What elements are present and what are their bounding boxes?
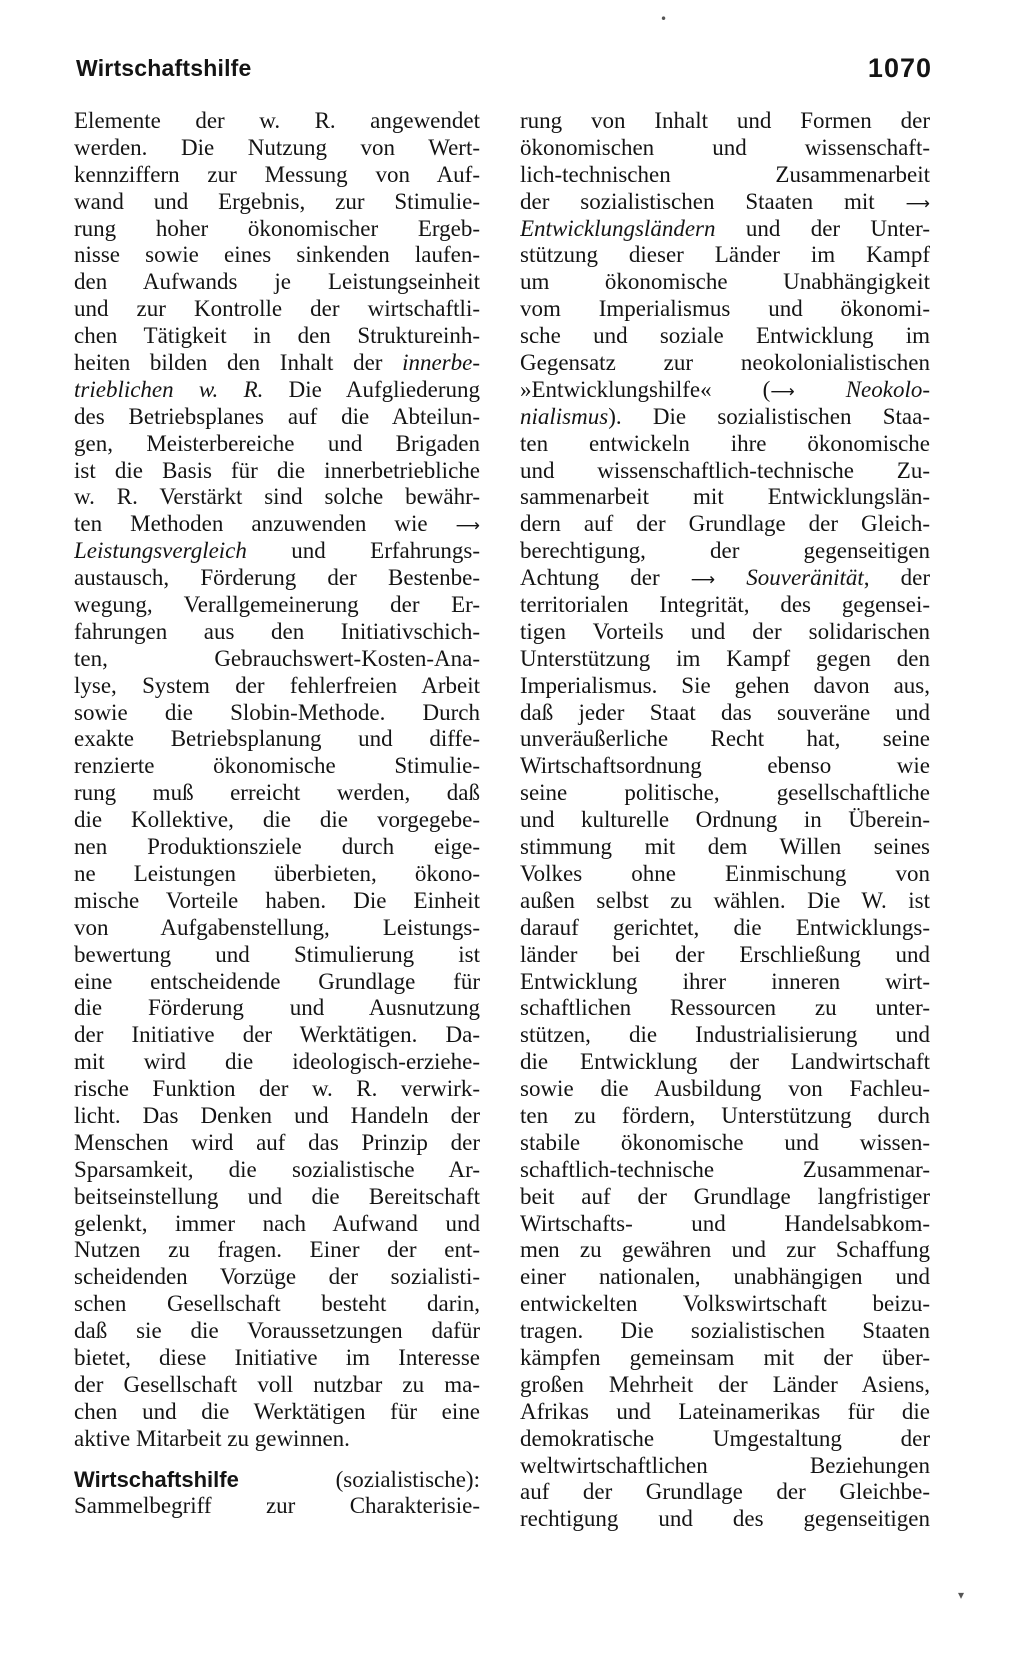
cross-reference-link[interactable]: Souveränität bbox=[746, 565, 864, 591]
text-line: weltwirtschaftlichen Beziehungen bbox=[520, 1452, 930, 1478]
text-line: schen Gesellschaft besteht darin, bbox=[74, 1291, 480, 1317]
text-line: kennziffern zur Messung von Auf- bbox=[74, 161, 480, 187]
text-line: eine entscheidende Grundlage für bbox=[74, 968, 480, 994]
entry-lemma: Wirtschaftshilfe bbox=[74, 1466, 239, 1492]
text-line: Nutzen zu fragen. Einer der ent- bbox=[74, 1237, 480, 1263]
right-column bbox=[520, 108, 930, 1533]
text-line: Gegensatz zur neokolonialistischen bbox=[520, 350, 930, 376]
text-line: des Betriebsplanes auf die Abteilun- bbox=[74, 403, 480, 429]
text-line: mische Vorteile haben. Die Einheit bbox=[74, 887, 480, 913]
text-line: ökonomischen und wissenschaft- bbox=[520, 134, 930, 160]
text-run: »Entwicklungshilfe« ( bbox=[520, 376, 771, 402]
text-line: und zur Kontrolle der wirtschaftli- bbox=[74, 296, 480, 322]
text-line: der Initiative der Werktätigen. Da- bbox=[74, 1022, 480, 1048]
page-header bbox=[76, 48, 932, 88]
text-line: rische Funktion der w. R. verwirk- bbox=[74, 1076, 480, 1102]
text-line: um ökonomische Unabhängigkeit bbox=[520, 269, 930, 295]
entry-headline bbox=[74, 1467, 480, 1494]
entry-qualifier: (sozialistische): bbox=[238, 1466, 480, 1492]
text-line: men zu gewähren und zur Schaffung bbox=[520, 1237, 930, 1263]
text-line: exakte Betriebsplanung und diffe- bbox=[74, 726, 480, 752]
print-mark: • bbox=[660, 12, 668, 26]
page-number: 1070 bbox=[867, 52, 932, 83]
text-line: und wissenschaftlich-technische Zu- bbox=[520, 457, 930, 483]
text-line bbox=[520, 377, 930, 404]
text-run: Achtung der bbox=[520, 565, 660, 591]
text-line: nisse sowie eines sinkenden laufen- bbox=[74, 242, 480, 268]
text-line bbox=[520, 216, 930, 243]
print-mark: ▾ bbox=[958, 1588, 965, 1602]
text-line: chen und die Werktätigen für eine bbox=[74, 1398, 480, 1424]
text-line: die Förderung und Ausnutzung bbox=[74, 995, 480, 1021]
text-line: daß jeder Staat das souveräne und bbox=[520, 699, 930, 725]
text-line bbox=[520, 565, 930, 592]
text-line: darauf gerichtet, die Entwicklungs- bbox=[520, 914, 930, 940]
text-line: wegung, Verallgemeinerung der Er- bbox=[74, 592, 480, 618]
text-line: rung muß erreicht werden, daß bbox=[74, 780, 480, 806]
text-line bbox=[74, 511, 480, 538]
text-line: Sparsamkeit, die sozialistische Ar- bbox=[74, 1156, 480, 1182]
text-line: stützen, die Industrialisierung und bbox=[520, 1022, 930, 1048]
text-line: Unterstützung im Kampf gegen den bbox=[520, 645, 930, 671]
text-line: aktive Mitarbeit zu gewinnen. bbox=[74, 1425, 350, 1451]
text-line: einer nationalen, unabhängigen und bbox=[520, 1264, 930, 1290]
text-line: außen selbst zu wählen. Die W. ist bbox=[520, 887, 930, 913]
text-line: Entwicklung ihrer inneren wirt- bbox=[520, 968, 930, 994]
text-line: sche und soziale Entwicklung im bbox=[520, 323, 930, 349]
running-head: Wirtschaftshilfe bbox=[76, 54, 252, 81]
text-line: tragen. Die sozialistischen Staaten bbox=[520, 1318, 930, 1344]
text-line: tigen Vorteils und der solidarischen bbox=[520, 618, 930, 644]
text-line: entwickelten Volkswirtschaft beizu- bbox=[520, 1291, 930, 1317]
text-line: lyse, System der fehlerfreien Arbeit bbox=[74, 672, 480, 698]
text-line: chen Tätigkeit in den Struktureinh- bbox=[74, 323, 480, 349]
text-line: länder bei der Erschließung und bbox=[520, 941, 930, 967]
text-line bbox=[520, 404, 930, 431]
text-line: lich-technischen Zusammenarbeit bbox=[520, 161, 930, 187]
text-line: Elemente der w. R. angewendet bbox=[74, 108, 480, 133]
arrow-icon: ⟶ bbox=[455, 516, 480, 537]
text-line: mit wird die ideologisch-erziehe- bbox=[74, 1049, 480, 1075]
text-line: Wirtschafts- und Handelsabkom- bbox=[520, 1210, 930, 1236]
text-line bbox=[520, 189, 930, 216]
italic-term: trieblichen w. R. bbox=[74, 376, 264, 402]
text-line: Volkes ohne Einmischung von bbox=[520, 860, 930, 886]
text-line: schaftlich-technische Zusammenar- bbox=[520, 1156, 930, 1182]
text-line: kämpfen gemeinsam mit der über- bbox=[520, 1344, 930, 1370]
text-line: schaftlichen Ressourcen zu unter- bbox=[520, 995, 930, 1021]
text-line: großen Mehrheit der Länder Asiens, bbox=[520, 1371, 930, 1397]
text-line: der Gesellschaft voll nutzbar zu ma- bbox=[74, 1371, 480, 1397]
text-line: wand und Ergebnis, zur Stimulie- bbox=[74, 188, 480, 214]
text-line: Menschen wird auf das Prinzip der bbox=[74, 1129, 480, 1155]
left-column bbox=[74, 108, 480, 1520]
text-line: austausch, Förderung der Bestenbe- bbox=[74, 565, 480, 591]
text-line: berechtigung, der gegenseitigen bbox=[520, 538, 930, 564]
text-line: Sammelbegriff zur Charakterisie- bbox=[74, 1493, 480, 1519]
arrow-icon: ⟶ bbox=[770, 381, 795, 402]
text-line: nen Produktionsziele durch eige- bbox=[74, 834, 480, 860]
cross-reference-link[interactable]: Neokolo- bbox=[845, 376, 930, 402]
text-line: gelenkt, immer nach Aufwand und bbox=[74, 1210, 480, 1236]
text-line: die Entwicklung der Landwirtschaft bbox=[520, 1049, 930, 1075]
text-line: bewertung und Stimulierung ist bbox=[74, 941, 480, 967]
text-line: Wirtschaftsordnung ebenso wie bbox=[520, 753, 930, 779]
text-line: von Aufgabenstellung, Leistungs- bbox=[74, 914, 480, 940]
text-run: der sozialistischen Staaten mit bbox=[520, 188, 875, 214]
text-line: bietet, diese Initiative im Interesse bbox=[74, 1344, 480, 1370]
text-line: unveräußerliche Recht hat, seine bbox=[520, 726, 930, 752]
text-line: ne Leistungen überbieten, ökono- bbox=[74, 860, 480, 886]
text-line: und kulturelle Ordnung in Überein- bbox=[520, 807, 930, 833]
text-line: ten, Gebrauchswert-Kosten-Ana- bbox=[74, 645, 480, 671]
text-line: scheidenden Vorzüge der sozialisti- bbox=[74, 1264, 480, 1290]
arrow-icon: ⟶ bbox=[690, 570, 716, 591]
text-line: sammenarbeit mit Entwicklungslän- bbox=[520, 484, 930, 510]
text-line: auf der Grundlage der Gleichbe- bbox=[520, 1479, 930, 1505]
text-line: demokratische Umgestaltung der bbox=[520, 1425, 930, 1451]
text-run: und Erfahrungs- bbox=[246, 538, 480, 564]
arrow-icon: ⟶ bbox=[905, 193, 930, 214]
cross-reference-link[interactable]: Entwicklungsländern bbox=[520, 215, 716, 241]
text-run: Die Aufgliederung bbox=[263, 376, 480, 402]
text-line bbox=[74, 377, 480, 404]
text-line: beitseinstellung und die Bereitschaft bbox=[74, 1183, 480, 1209]
text-run: und der Unter- bbox=[715, 215, 930, 241]
text-line: rung von Inhalt und Formen der bbox=[520, 108, 930, 133]
text-line bbox=[74, 538, 480, 565]
text-line: territorialen Integrität, des gegensei- bbox=[520, 592, 930, 618]
text-line: Afrikas und Lateinamerikas für die bbox=[520, 1398, 930, 1424]
text-line: Imperialismus. Sie gehen davon aus, bbox=[520, 672, 930, 698]
cross-reference-link[interactable]: Leistungsvergleich bbox=[74, 538, 247, 564]
text-line: den Aufwands je Leistungseinheit bbox=[74, 269, 480, 295]
text-line: vom Imperialismus und ökonomi- bbox=[520, 296, 930, 322]
italic-term: innerbe- bbox=[402, 350, 480, 376]
text-line: rung hoher ökonomischer Ergeb- bbox=[74, 215, 480, 241]
text-line: die Kollektive, die die vorgegebe- bbox=[74, 807, 480, 833]
text-line: stabile ökonomische und wissen- bbox=[520, 1129, 930, 1155]
text-line: renzierte ökonomische Stimulie- bbox=[74, 753, 480, 779]
text-line: ten zu fördern, Unterstützung durch bbox=[520, 1102, 930, 1128]
text-run: heiten bilden den Inhalt der bbox=[74, 350, 383, 376]
text-line: ist die Basis für die innerbetriebliche bbox=[74, 457, 480, 483]
text-line: fahrungen aus den Initiativschich- bbox=[74, 618, 480, 644]
text-line: ten entwickeln ihre ökonomische bbox=[520, 430, 930, 456]
text-line: sowie die Ausbildung von Fachleu- bbox=[520, 1076, 930, 1102]
text-line: rechtigung und des gegenseitigen bbox=[520, 1506, 930, 1532]
text-line: licht. Das Denken und Handeln der bbox=[74, 1102, 480, 1128]
text-line: w. R. Verstärkt sind solche bewähr- bbox=[74, 484, 480, 510]
entry-separator bbox=[74, 1453, 480, 1467]
text-line: gen, Meisterbereiche und Brigaden bbox=[74, 430, 480, 456]
text-line: daß sie die Voraussetzungen dafür bbox=[74, 1318, 480, 1344]
text-line: sowie die Slobin-Methode. Durch bbox=[74, 699, 480, 725]
cross-reference-link[interactable]: nialismus bbox=[520, 403, 609, 429]
text-line: stützung dieser Länder im Kampf bbox=[520, 242, 930, 268]
text-run: ). Die sozialistischen Staa- bbox=[608, 403, 930, 429]
text-line: dern auf der Grundlage der Gleich- bbox=[520, 511, 930, 537]
text-line: seine politische, gesellschaftliche bbox=[520, 780, 930, 806]
text-run: ten Methoden anzuwenden wie bbox=[74, 511, 428, 537]
text-line bbox=[74, 350, 480, 377]
text-run: , der bbox=[863, 565, 930, 591]
text-line: beit auf der Grundlage langfristiger bbox=[520, 1183, 930, 1209]
text-line: werden. Die Nutzung von Wert- bbox=[74, 134, 480, 160]
text-line: stimmung mit dem Willen seines bbox=[520, 834, 930, 860]
